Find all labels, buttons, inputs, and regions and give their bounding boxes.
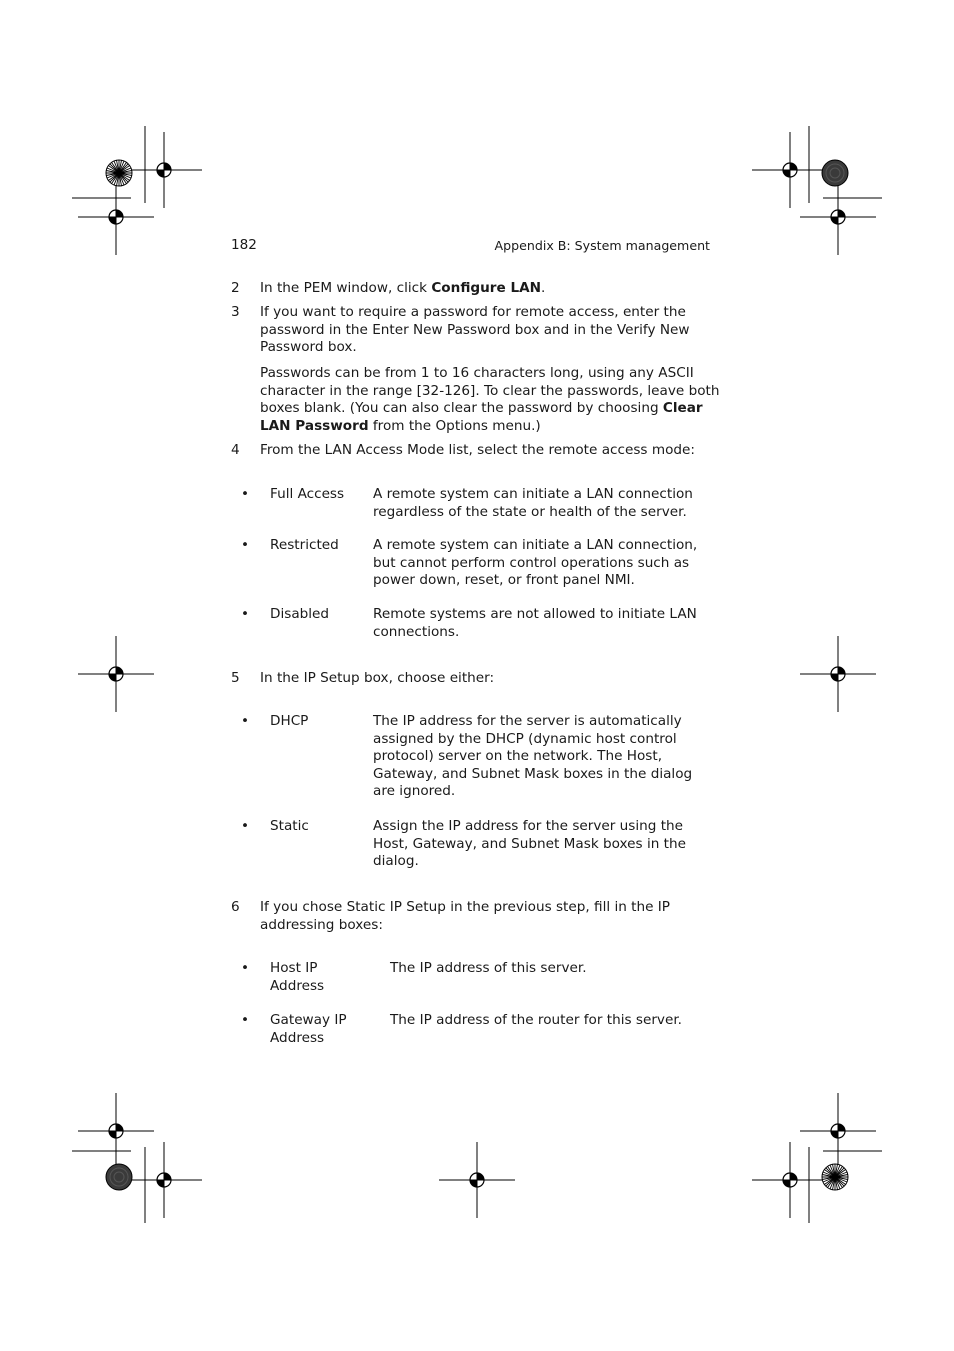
page-number: 182 bbox=[231, 237, 257, 253]
term-full-access: Full Access bbox=[270, 486, 345, 502]
bullet: • bbox=[241, 713, 250, 729]
step-number: 3 bbox=[231, 304, 240, 320]
desc-dhcp: The IP address for the server is automatically assigned by the DHCP (dynamic host control protocol) server on the network. The Host, Gateway, and Subnet Mask boxes in the dialog are ignored. bbox=[373, 713, 693, 800]
configure-lan-label: Configure LAN bbox=[431, 280, 542, 296]
desc-static: Assign the IP address for the server using the Host, Gateway, and Subnet Mask boxes in the dialog. bbox=[373, 818, 686, 870]
bullet: • bbox=[241, 486, 250, 502]
password-note: Passwords can be from 1 to 16 characters long, using any ASCII character in the range [32-126]. To clear the passwords, leave both boxes blank. (You can also clear the password by choosing Clear LAN Password from the Options menu.) bbox=[260, 365, 720, 434]
step-number: 6 bbox=[231, 899, 240, 915]
bullet: • bbox=[241, 1012, 250, 1028]
bullet: • bbox=[241, 960, 250, 976]
desc-restricted: A remote system can initiate a LAN connection, but cannot perform control operations such as power down, reset, or front panel NMI. bbox=[373, 537, 698, 589]
term-static: Static bbox=[270, 818, 309, 834]
bullet: • bbox=[241, 606, 250, 622]
step-3-text: If you want to require a password for remote access, enter the password in the Enter New Password box and in the Verify New Password box. bbox=[260, 304, 690, 356]
desc-disabled: Remote systems are not allowed to initiate LAN connections. bbox=[373, 606, 697, 640]
step-4-text: From the LAN Access Mode list, select the remote access mode: bbox=[260, 442, 695, 458]
running-title: Appendix B: System management bbox=[494, 238, 710, 253]
term-disabled: Disabled bbox=[270, 606, 330, 622]
term-dhcp: DHCP bbox=[270, 713, 309, 729]
step-number: 5 bbox=[231, 670, 240, 686]
bullet: • bbox=[241, 537, 250, 553]
step-number: 4 bbox=[231, 442, 240, 458]
term-restricted: Restricted bbox=[270, 537, 339, 553]
step-5-text: In the IP Setup box, choose either: bbox=[260, 670, 495, 686]
desc-gateway-ip: The IP address of the router for this server. bbox=[390, 1012, 682, 1028]
bullet: • bbox=[241, 818, 250, 834]
desc-full-access: A remote system can initiate a LAN connection regardless of the state or health of the server. bbox=[373, 486, 693, 520]
step-2-text: In the PEM window, click Configure LAN. bbox=[260, 280, 546, 296]
term-gateway-ip: Gateway IP Address bbox=[270, 1012, 347, 1046]
desc-host-ip: The IP address of this server. bbox=[390, 960, 587, 976]
step-6-text: If you chose Static IP Setup in the previous step, fill in the IP addressing boxes: bbox=[260, 899, 671, 933]
term-host-ip: Host IP Address bbox=[270, 960, 325, 994]
step-number: 2 bbox=[231, 280, 240, 296]
